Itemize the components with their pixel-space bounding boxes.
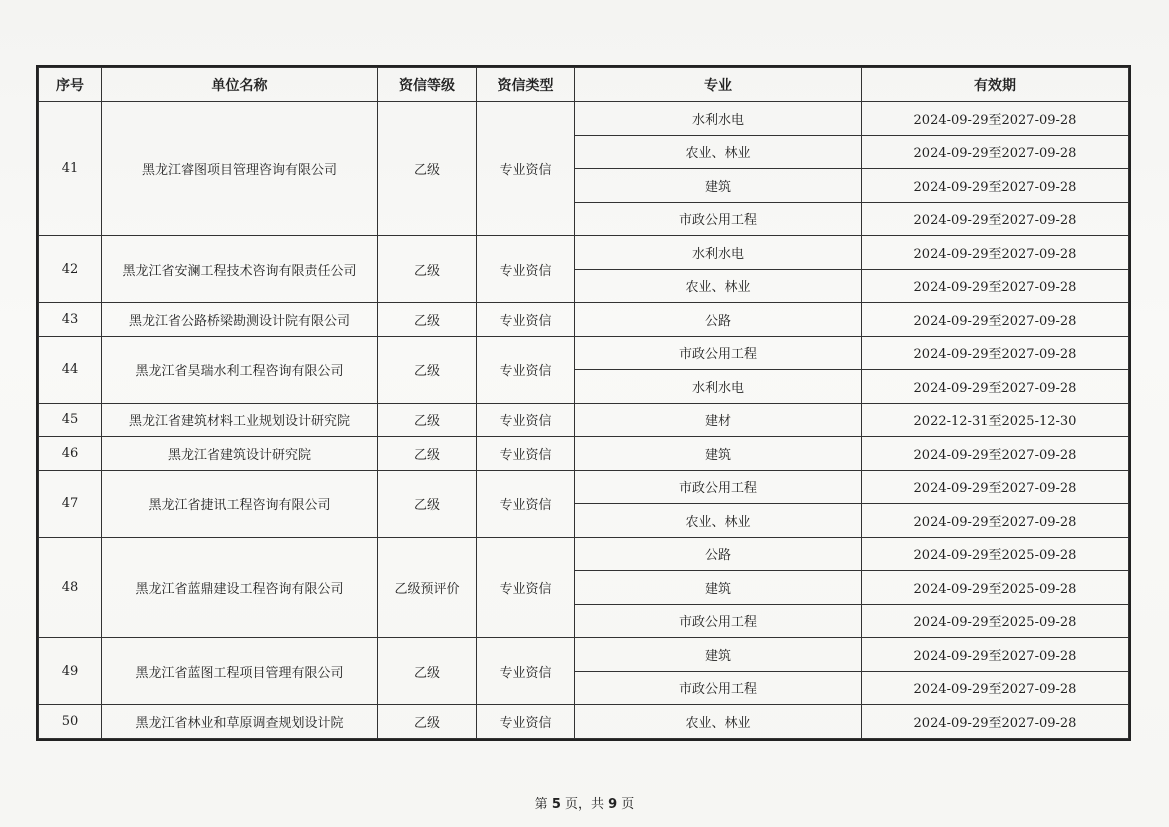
cell-valid-period: 2024-09-29至2027-09-28: [862, 102, 1129, 136]
cell-unit-name: 黑龙江省昊瑞水利工程咨询有限公司: [102, 336, 378, 403]
cell-unit-name: 黑龙江省建筑材料工业规划设计研究院: [102, 403, 378, 437]
cell-type: 专业资信: [477, 537, 575, 638]
footer-suffix: 页: [617, 797, 635, 812]
cell-type: 专业资信: [477, 102, 575, 236]
header-type: 资信类型: [477, 68, 575, 102]
footer-mid: 页，共: [560, 797, 609, 812]
cell-grade: 乙级: [378, 336, 477, 403]
cell-no: 49: [39, 638, 102, 705]
cell-major: 公路: [575, 537, 862, 571]
cell-major: 建筑: [575, 437, 862, 471]
cell-unit-name: 黑龙江省建筑设计研究院: [102, 437, 378, 471]
cell-valid-period: 2024-09-29至2025-09-28: [862, 571, 1129, 605]
cell-major: 建筑: [575, 638, 862, 672]
table-row: [39, 303, 1129, 337]
cell-valid-period: 2024-09-29至2027-09-28: [862, 135, 1129, 169]
cell-no: 47: [39, 470, 102, 537]
cell-type: 专业资信: [477, 403, 575, 437]
cell-unit-name: 黑龙江省蓝图工程项目管理有限公司: [102, 638, 378, 705]
table-row: [39, 236, 1129, 270]
cell-major: 市政公用工程: [575, 604, 862, 638]
cell-major: 建材: [575, 403, 862, 437]
cell-unit-name: 黑龙江省公路桥梁勘测设计院有限公司: [102, 303, 378, 337]
cell-major: 水利水电: [575, 236, 862, 270]
cell-type: 专业资信: [477, 470, 575, 537]
cell-valid-period: 2024-09-29至2027-09-28: [862, 671, 1129, 705]
cell-valid-period: 2024-09-29至2025-09-28: [862, 604, 1129, 638]
cell-no: 46: [39, 437, 102, 471]
table-row: [39, 638, 1129, 672]
cell-type: 专业资信: [477, 437, 575, 471]
cell-grade: 乙级预评价: [378, 537, 477, 638]
page-footer: [0, 793, 1169, 812]
cell-no: 45: [39, 403, 102, 437]
cell-major: 市政公用工程: [575, 671, 862, 705]
cell-no: 43: [39, 303, 102, 337]
cell-type: 专业资信: [477, 638, 575, 705]
cell-no: 44: [39, 336, 102, 403]
table-row: [39, 537, 1129, 571]
footer-prefix: 第: [534, 797, 552, 812]
header-no: 序号: [39, 68, 102, 102]
cell-valid-period: 2024-09-29至2025-09-28: [862, 537, 1129, 571]
header-row: [39, 68, 1129, 102]
cell-major: 农业、林业: [575, 504, 862, 538]
footer-total-pages: 9: [608, 797, 618, 812]
cell-major: 水利水电: [575, 370, 862, 404]
cell-valid-period: 2024-09-29至2027-09-28: [862, 303, 1129, 337]
cell-major: 市政公用工程: [575, 202, 862, 236]
cell-valid-period: 2024-09-29至2027-09-28: [862, 202, 1129, 236]
cell-major: 市政公用工程: [575, 470, 862, 504]
cell-grade: 乙级: [378, 470, 477, 537]
cell-valid-period: 2024-09-29至2027-09-28: [862, 236, 1129, 270]
cell-valid-period: 2024-09-29至2027-09-28: [862, 169, 1129, 203]
cell-major: 建筑: [575, 571, 862, 605]
table-row: [39, 102, 1129, 136]
table-row: [39, 437, 1129, 471]
header-major: 专业: [575, 68, 862, 102]
cell-type: 专业资信: [477, 705, 575, 739]
cell-grade: 乙级: [378, 303, 477, 337]
cell-no: 48: [39, 537, 102, 638]
qualification-table: [38, 67, 1129, 739]
cell-type: 专业资信: [477, 236, 575, 303]
footer-page-number: 5: [551, 797, 561, 812]
table-row: [39, 470, 1129, 504]
table-body: [39, 102, 1129, 739]
cell-no: 50: [39, 705, 102, 739]
cell-grade: 乙级: [378, 102, 477, 236]
cell-unit-name: 黑龙江省蓝鼎建设工程咨询有限公司: [102, 537, 378, 638]
cell-unit-name: 黑龙江省捷讯工程咨询有限公司: [102, 470, 378, 537]
cell-unit-name: 黑龙江省林业和草原调查规划设计院: [102, 705, 378, 739]
cell-type: 专业资信: [477, 336, 575, 403]
cell-type: 专业资信: [477, 303, 575, 337]
cell-valid-period: 2024-09-29至2027-09-28: [862, 470, 1129, 504]
cell-major: 农业、林业: [575, 269, 862, 303]
cell-major: 公路: [575, 303, 862, 337]
cell-grade: 乙级: [378, 705, 477, 739]
cell-major: 建筑: [575, 169, 862, 203]
cell-valid-period: 2024-09-29至2027-09-28: [862, 336, 1129, 370]
table-row: [39, 705, 1129, 739]
header-valid: 有效期: [862, 68, 1129, 102]
cell-major: 农业、林业: [575, 705, 862, 739]
cell-valid-period: 2024-09-29至2027-09-28: [862, 504, 1129, 538]
header-unit: 单位名称: [102, 68, 378, 102]
cell-grade: 乙级: [378, 403, 477, 437]
table-row: [39, 403, 1129, 437]
cell-valid-period: 2022-12-31至2025-12-30: [862, 403, 1129, 437]
cell-grade: 乙级: [378, 437, 477, 471]
cell-valid-period: 2024-09-29至2027-09-28: [862, 638, 1129, 672]
cell-grade: 乙级: [378, 638, 477, 705]
cell-valid-period: 2024-09-29至2027-09-28: [862, 705, 1129, 739]
cell-major: 农业、林业: [575, 135, 862, 169]
cell-valid-period: 2024-09-29至2027-09-28: [862, 437, 1129, 471]
cell-unit-name: 黑龙江睿图项目管理咨询有限公司: [102, 102, 378, 236]
cell-unit-name: 黑龙江省安澜工程技术咨询有限责任公司: [102, 236, 378, 303]
cell-grade: 乙级: [378, 236, 477, 303]
cell-major: 水利水电: [575, 102, 862, 136]
header-grade: 资信等级: [378, 68, 477, 102]
cell-valid-period: 2024-09-29至2027-09-28: [862, 370, 1129, 404]
table-row: [39, 336, 1129, 370]
cell-no: 42: [39, 236, 102, 303]
cell-no: 41: [39, 102, 102, 236]
cell-major: 市政公用工程: [575, 336, 862, 370]
cell-valid-period: 2024-09-29至2027-09-28: [862, 269, 1129, 303]
